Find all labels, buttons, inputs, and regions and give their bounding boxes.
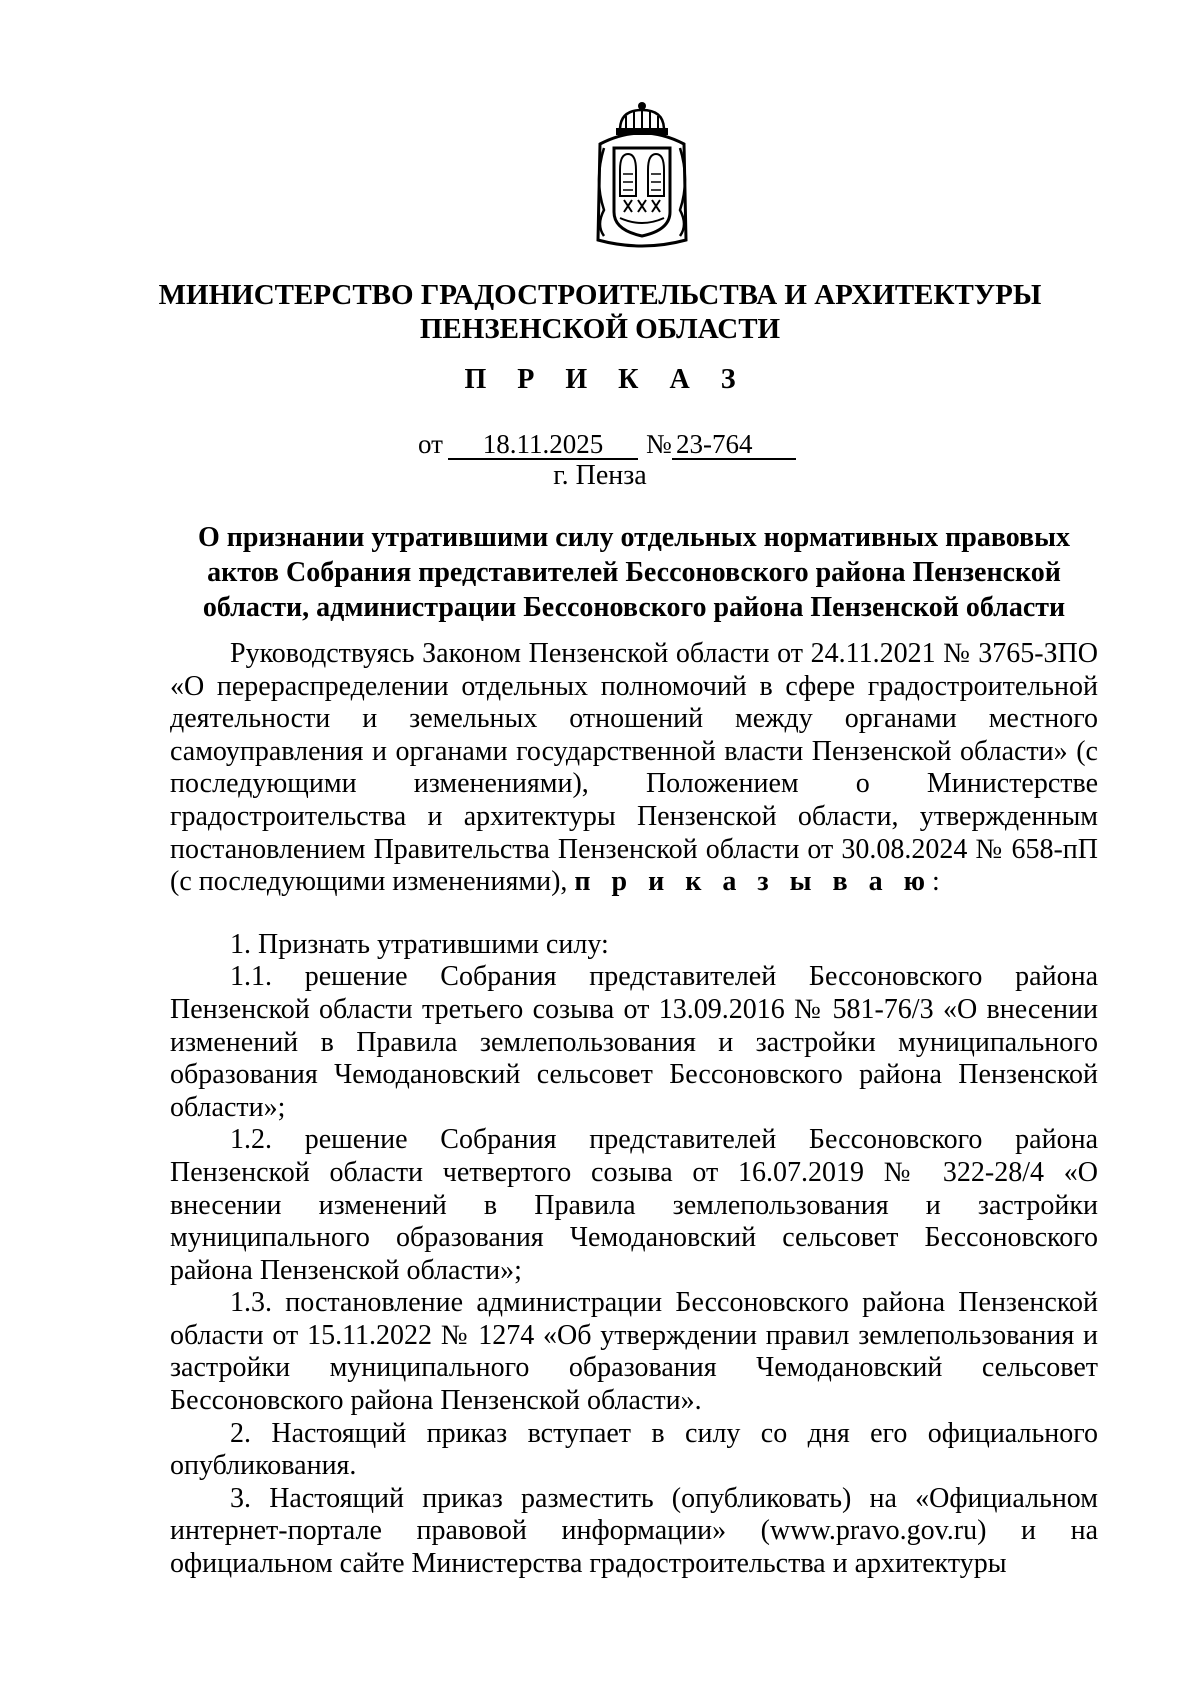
ministry-name-line1: МИНИСТЕРСТВО ГРАДОСТРОИТЕЛЬСТВА И АРХИТЕКТУРЫ: [158, 279, 1042, 311]
list-item: 3. Настоящий приказ разместить (опубликовать) на «Официальном интернет-портале правовой информации» (www.pravo.gov.ru) и на официальном сайте Министерства градостроительства и архитектуры: [170, 1482, 1098, 1580]
ministry-name: [0, 278, 1200, 346]
list-item: 2. Настоящий приказ вступает в силу со дня его официального опубликования.: [170, 1417, 1098, 1482]
number-field: [672, 428, 796, 460]
list-item: 1.3. постановление администрации Бессоновского района Пензенской области от 15.11.2022 № 1274 «Об утверждении правил землепользования и застройки муниципального образования Чемодановский сельсовет Бессоновского района Пензенской области».: [170, 1287, 1098, 1417]
date-prefix: от: [418, 429, 443, 459]
ministry-name-line2: ПЕНЗЕНСКОЙ ОБЛАСТИ: [419, 313, 781, 345]
list-item: 1. Признать утратившими силу:: [230, 928, 609, 960]
order-date: 18.11.2025: [448, 430, 638, 460]
order-number: 23-764: [672, 430, 796, 460]
order-body: [170, 638, 1098, 1581]
order-subject: О признании утратившими силу отдельных нормативных правовых актов Собрания представителей Бессоновского района Пензенской области, администрации Бессоновского района Пензенской области: [197, 522, 1071, 623]
command-word: п р и к а з ы в а ю: [574, 866, 932, 898]
coat-of-arms-icon: [590, 100, 694, 250]
city-line: г. Пенза: [553, 460, 647, 491]
preamble-paragraph: [170, 638, 1098, 899]
document-type-title: П Р И К А З: [464, 364, 748, 395]
list-item: 1.1. решение Собрания представителей Бессоновского района Пензенской области третьего созыва от 13.09.2016 № 581-76/3 «О внесении изменений в Правила землепользования и застройки муниципального образования Чемодановский сельсовет Бессоновского района Пензенской области»;: [170, 961, 1098, 1123]
date-field: [448, 428, 638, 460]
preamble-text: Руководствуясь Законом Пензенской области от 24.11.2021 № 3765-ЗПО «О перераспределении отдельных полномочий в сфере градостроительной деятельности и земельных отношений между органами местного самоуправления и органами государственной власти Пензенской области» (с последующими изменениями), Положением о Министерстве градостроительства и архитектуры Пензенской области, утвержденным постановлением Правительства Пензенской области от 30.08.2024 № 658-пП (с последующими изменениями),: [170, 638, 1098, 898]
list-item: 1.2. решение Собрания представителей Бессоновского района Пензенской области четвертого созыва от 16.07.2019 № 322-28/4 «О внесении изменений в Правила землепользования и застройки муниципального образования Чемодановский сельсовет Бессоновского района Пензенской области»;: [170, 1124, 1098, 1286]
number-prefix: №: [646, 429, 672, 459]
preamble-end: :: [932, 866, 940, 898]
